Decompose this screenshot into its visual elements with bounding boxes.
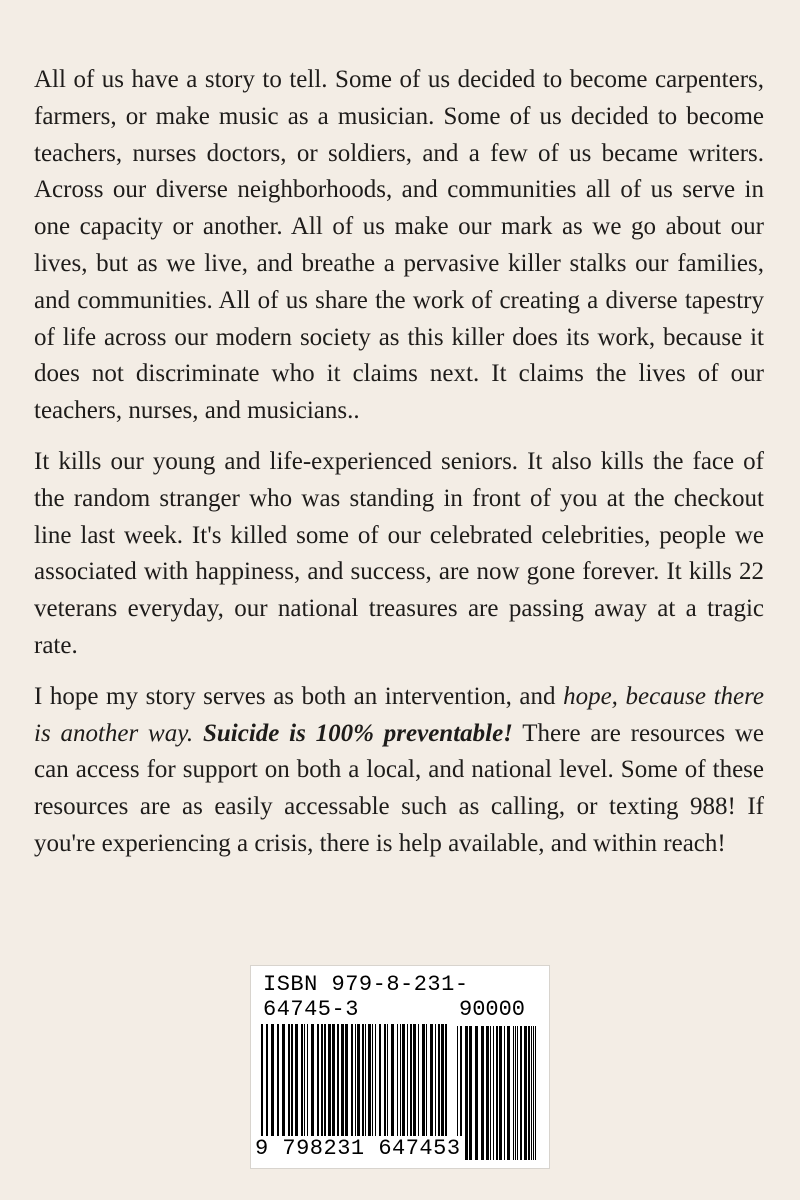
barcode-bar [517, 1026, 518, 1160]
barcode-bar [524, 1026, 527, 1160]
ean-digits: 9 798231 647453 [255, 1136, 461, 1161]
paragraph-3-gap [193, 720, 203, 747]
barcode-bar [533, 1026, 534, 1160]
paragraph-3-intro: I hope my story serves as both an intervention, and [34, 682, 564, 710]
paragraph-3-emphasis: Suicide is 100% preventable! [202, 719, 513, 747]
barcode-bar [499, 1026, 502, 1160]
barcode-bar [520, 1026, 522, 1160]
blurb-paragraph-1: All of us have a story to tell. Some of us decided to become carpenters, farmers, or make music as a musician. Some of us decided to become teachers, nurses doctors, or soldiers, and a few of us became writers. Across our diverse neighborhoods, and communities all of us serve in one capacity or another. All of us make our mark as we go about our lives, but as we live, and breathe a pervasive killer stalks our families, and communities. All of us share the work of creating a diverse tapestry of life across our modern society as this killer does its work, because it does not discriminate who it claims next. It claims the lives of our teachers, nurses, and musicians.. [34, 66, 764, 425]
barcode-bar [515, 1026, 516, 1160]
paragraph-3-rest: There are resources we can access for support on both a local, and national level. Some of these resources are as easily accessable such as calling, or texting 988! If you're experiencing a crisis, there is help available, and within reach! [34, 719, 764, 857]
addon-bars [457, 1026, 537, 1160]
barcode-bar [531, 1026, 532, 1160]
barcode-bar [513, 1026, 514, 1160]
barcode-bar [486, 1026, 489, 1160]
barcode-bar [490, 1026, 491, 1160]
isbn-label: ISBN 979-8-231-64745-3 [263, 972, 469, 1022]
back-cover-blurb [34, 62, 764, 877]
isbn-barcode [250, 965, 550, 1169]
barcode-bar [535, 1026, 536, 1160]
barcode-bar [481, 1026, 484, 1160]
barcode-bar [504, 1026, 505, 1160]
barcode-bar [465, 1026, 468, 1160]
barcode-bar [507, 1026, 510, 1160]
price-code: 90000 [459, 997, 526, 1022]
barcode-bar [469, 1026, 472, 1160]
blurb-paragraph-2: It kills our young and life-experienced seniors. It also kills the face of the random stranger who was standing in front of you at the checkout line last week. It's killed some of our celebrated celebrities, people we associated with happiness, and success, are now gone forever. It kills 22 veterans everyday, our national treasures are passing away at a tragic rate. [34, 447, 764, 659]
barcode-bar [493, 1026, 494, 1160]
blurb-paragraph-3 [34, 679, 764, 863]
barcode-bar [496, 1026, 498, 1160]
barcode-bar [528, 1026, 530, 1160]
barcode-bar [475, 1026, 478, 1160]
paragraph-3-italic-phrase: hope, because there is another way. [34, 682, 765, 747]
